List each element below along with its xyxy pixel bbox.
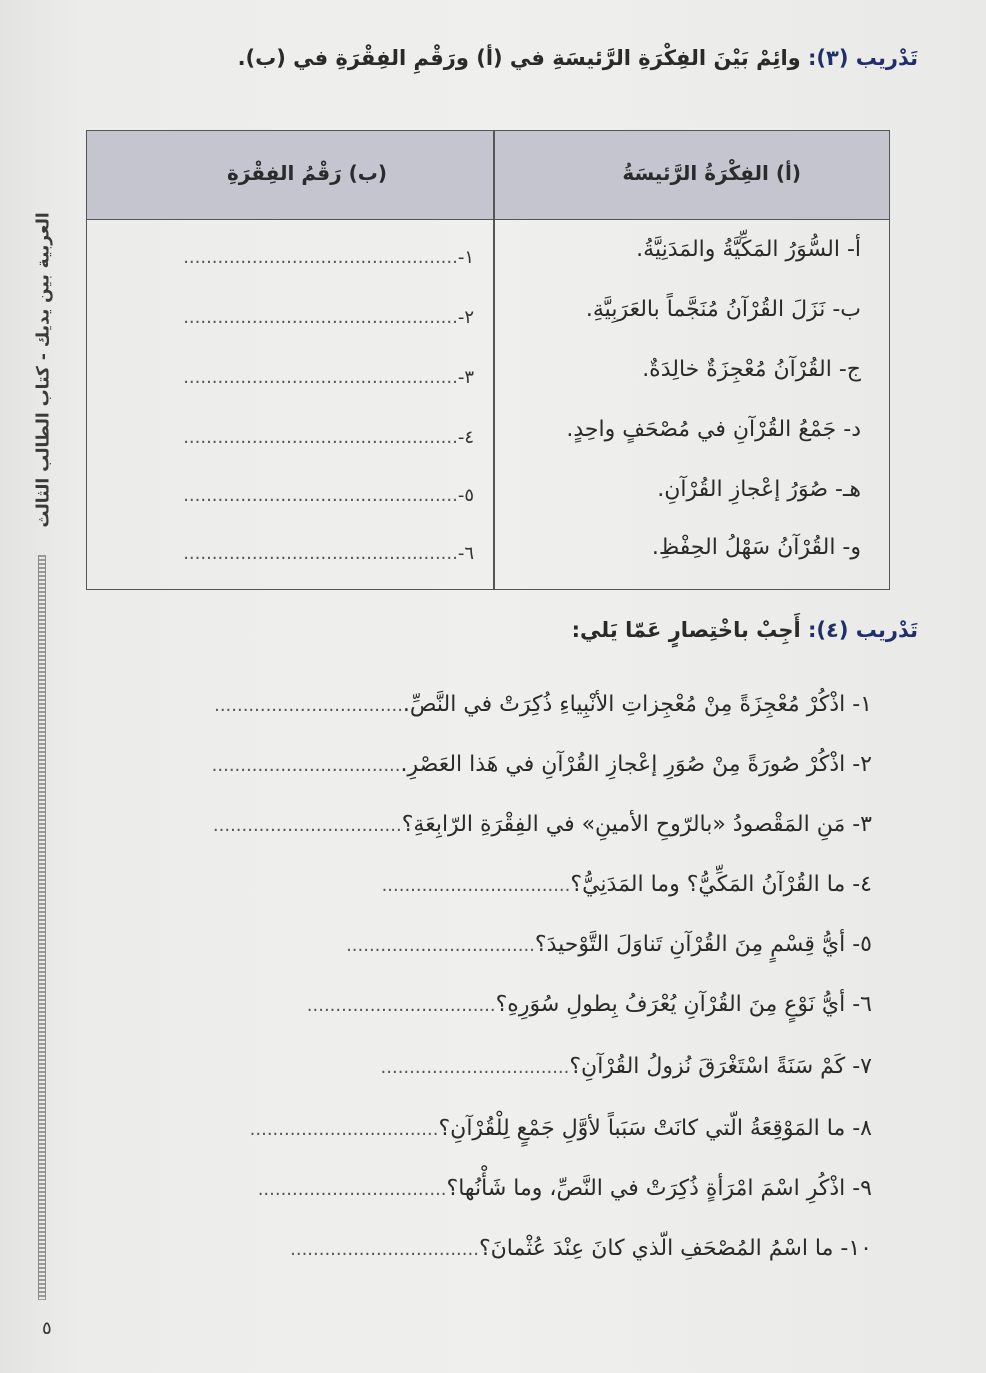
question-item[interactable]: ٨- ما المَوْقِعَةُ الّتي كانَتْ سَبَباً لأوَّلِ جَمْعٍ لِلْقُرْآنِ؟................................. [249, 1116, 872, 1141]
spine-title: العربية بين يديك - كتاب الطالب الثالث [34, 212, 55, 528]
idea-item: د- جَمْعُ القُرْآنِ في مُصْحَفٍ واحِدٍ. [566, 417, 861, 442]
column-divider [493, 131, 495, 589]
question-item[interactable]: ٩- اذْكُرِ اسْمَ امْرَأةٍ ذُكِرَتْ في النَّصِّ، وما شَأْنُها؟................................. [257, 1176, 872, 1201]
question-item[interactable]: ١٠- ما اسْمُ المُصْحَفِ الّذي كانَ عِنْدَ عُثْمانَ؟................................. [290, 1236, 872, 1261]
exercise-3-instruction: وائِمْ بَيْنَ الفِكْرَةِ الرَّئيسَةِ في (أ) ورَقْمِ الفِقْرَةِ في (ب). [237, 46, 801, 70]
answer-dots: ................................. [306, 995, 496, 1016]
answer-dots: ................................................ [183, 485, 458, 506]
answer-number: ٣- [457, 367, 474, 388]
answer-dots: ................................................ [183, 247, 458, 268]
idea-item: ج- القُرْآنُ مُعْجِزَةٌ خالِدَةٌ. [642, 357, 861, 382]
answer-number: ١- [457, 247, 474, 268]
answer-dots: ................................................ [183, 307, 458, 328]
matching-table [86, 130, 890, 590]
answer-line[interactable] [94, 367, 474, 388]
answer-number: ٥- [457, 485, 474, 506]
answer-number: ٢- [457, 307, 474, 328]
question-item[interactable]: ٤- ما القُرْآنُ المَكِّيُّ؟ وما المَدَنِيُّ؟................................. [381, 872, 872, 897]
spine-rule [38, 555, 46, 1300]
idea-item: ب- نَزَلَ القُرْآنُ مُنَجَّماً بالعَرَبِيَّةِ. [585, 297, 861, 322]
page-number: ٥ [42, 1318, 52, 1339]
exercise-4-label: تَدْريب (٤): [808, 618, 918, 642]
answer-dots: ................................. [257, 1179, 447, 1200]
answer-dots: ................................. [346, 935, 535, 956]
question-item[interactable]: ٥- أيُّ قِسْمٍ مِنَ القُرْآنِ تَناوَلَ التَّوْحيدَ؟................................. [346, 932, 872, 957]
answer-dots: ................................. [380, 1057, 570, 1078]
idea-item: هـ- صُوَرُ إعْجازِ القُرْآنِ. [657, 477, 861, 502]
header-main-idea: (أ) الفِكْرَةُ الرَّئيسَةُ [622, 161, 801, 185]
answer-dots: ................................. [214, 695, 403, 716]
answer-line[interactable] [94, 485, 474, 506]
answer-dots: ................................................ [183, 367, 458, 388]
exercise-3-label: تَدْريب (٣): [808, 46, 918, 70]
exercise-4-instruction: أَجِبْ باخْتِصارٍ عَمّا يَلي: [571, 618, 801, 642]
answer-line[interactable] [94, 247, 474, 268]
answer-number: ٤- [457, 427, 474, 448]
answer-dots: ................................. [211, 755, 401, 776]
answer-dots: ................................................ [183, 427, 458, 448]
answer-dots: ................................. [290, 1239, 479, 1260]
question-item[interactable]: ٢- اذْكُرْ صُورَةً مِنْ صُوَرِ إعْجازِ القُرْآنِ في هَذا العَصْرِ.................................. [211, 752, 872, 777]
exercise-4-heading [572, 618, 918, 642]
question-item[interactable]: ٧- كَمْ سَنَةً اسْتَغْرَقَ نُزولُ القُرْآنِ؟................................. [380, 1054, 872, 1079]
question-item[interactable]: ٦- أيُّ نَوْعٍ مِنَ القُرْآنِ يُعْرَفُ بِطولِ سُوَرِهِ؟................................. [306, 992, 872, 1017]
idea-item: و- القُرْآنُ سَهْلُ الحِفْظِ. [651, 535, 861, 560]
answer-dots: ................................. [212, 815, 402, 836]
question-item[interactable]: ١- اذْكُرْ مُعْجِزَةً مِنْ مُعْجِزاتِ الأنْبِياءِ ذُكِرَتْ في النَّصِّ.................................. [214, 692, 872, 717]
answer-number: ٦- [457, 543, 474, 564]
header-paragraph-number: (ب) رَقْمُ الفِقْرَةِ [227, 161, 387, 185]
answer-line[interactable] [94, 307, 474, 328]
answer-line[interactable] [94, 427, 474, 448]
idea-item: أ- السُّوَرُ المَكِّيَّةُ والمَدَنِيَّةُ. [636, 237, 861, 262]
question-item[interactable]: ٣- مَنِ المَقْصودُ «بالرّوحِ الأمينِ» في الفِقْرَةِ الرّابِعَةِ؟................................. [212, 812, 872, 837]
answer-dots: ................................. [249, 1119, 439, 1140]
answer-dots: ................................................ [183, 543, 458, 564]
answer-line[interactable] [94, 543, 474, 564]
answer-dots: ................................. [381, 875, 571, 896]
exercise-3-heading [238, 46, 918, 70]
